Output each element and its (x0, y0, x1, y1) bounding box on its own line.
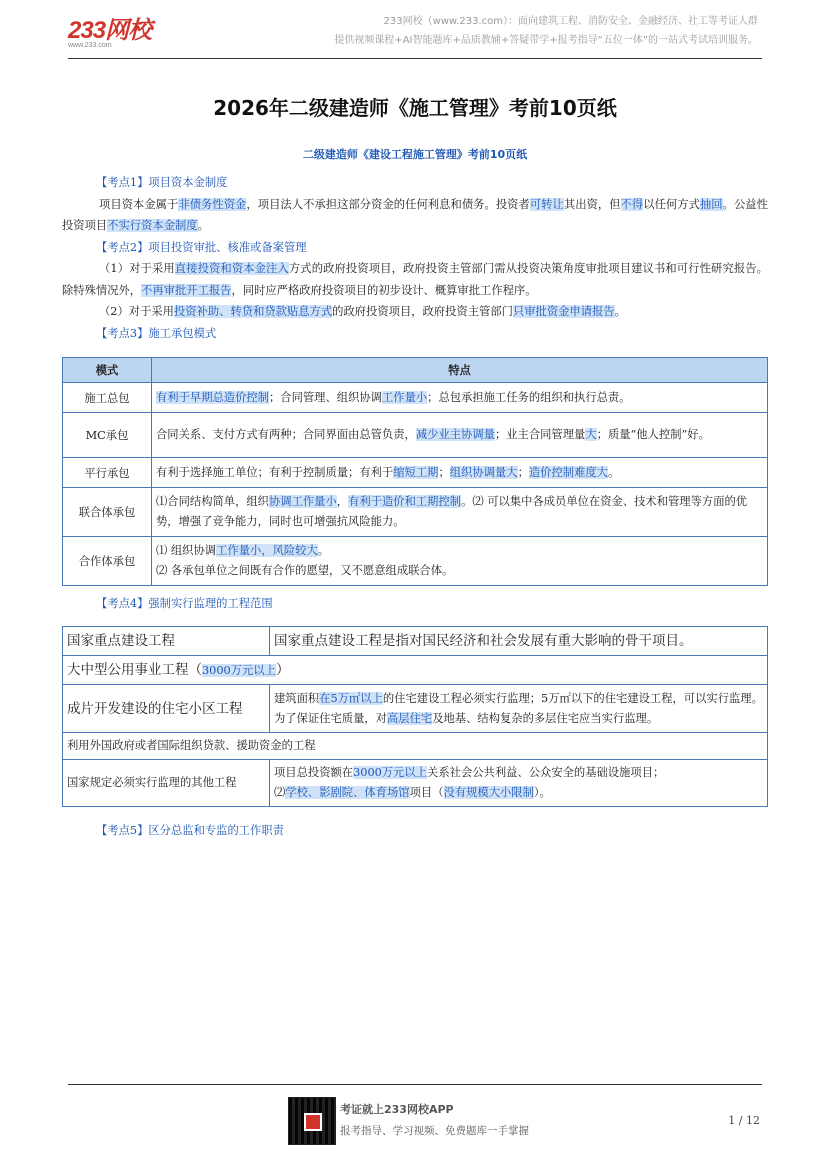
footer-sub-text: 报考指导、学习视频、免费题库一手掌握 (340, 1125, 529, 1137)
k3-heading: 【考点3】施工承包模式 (96, 326, 217, 340)
mode-cell: 平行承包 (63, 458, 152, 488)
text: 。 (614, 305, 626, 318)
scope-cell: 成片开发建设的住宅小区工程 (63, 685, 270, 733)
scope-cell: 国家重点建设工程 (63, 627, 270, 656)
table-row (63, 733, 768, 760)
text: 建筑面积 (274, 691, 320, 705)
footer-divider (68, 1084, 762, 1085)
feature-cell (152, 537, 768, 586)
text: 。 (607, 465, 620, 479)
header-intro (334, 12, 758, 50)
text: ；业主合同管理量 (494, 428, 586, 441)
text: 大中型公用事业工程（ (67, 661, 202, 678)
text: ）。 (533, 786, 551, 799)
k4-heading: 【考点4】强制实行监理的工程范围 (96, 597, 273, 610)
table-row (63, 537, 768, 586)
highlight: 造价控制难度大 (528, 465, 608, 479)
feature-cell (152, 383, 768, 413)
highlight: 不再审批开工报告 (141, 283, 232, 297)
highlight: 协调工作量小 (268, 495, 337, 508)
scope-cell: 利用外国政府或者国际组织贷款、援助资金的工程 (63, 733, 768, 760)
k2-heading: 【考点2】项目投资审批、核准或备案管理 (96, 240, 307, 254)
text: （2）对于采用 (99, 305, 174, 318)
highlight: 有利于早期总造价控制 (156, 390, 269, 404)
highlight: 在5万㎡以上 (319, 691, 383, 705)
site-logo (68, 10, 151, 49)
highlight: 抽回 (699, 197, 723, 211)
text: ； (438, 465, 450, 479)
logo-url: www.233.com (68, 42, 112, 49)
page-number: 1 / 12 (728, 1114, 760, 1127)
highlight: 缩短工期 (393, 465, 439, 479)
contract-mode-table (62, 357, 768, 586)
highlight: 减少业主协调量 (415, 428, 495, 441)
text: 。 (317, 544, 330, 557)
highlight: 可转让 (529, 197, 564, 211)
footer-app-text: 考证就上233网校APP (340, 1103, 454, 1116)
scope-cell: 国家规定必须实行监理的其他工程 (63, 760, 270, 807)
text: ⑵ 各承包单位之间既有合作的愿望，又不愿意组成联合体。 (156, 564, 454, 577)
header-divider (68, 58, 762, 59)
text: 项目（ (409, 786, 444, 799)
text: 关系社会公共利益、公众安全的基础设施项目； (427, 766, 665, 779)
column-header-mode: 模式 (63, 358, 152, 383)
table-row (63, 458, 768, 488)
section-k5 (62, 820, 768, 842)
highlight: 投资补助、转贷和贷款贴息方式 (173, 305, 333, 318)
table-row (63, 656, 768, 685)
highlight: 直接投资和资本金注入 (174, 262, 289, 275)
text: 的住宅建设工程必须实行监理；5万㎡以下的住宅建设工程，可以实行监理。为了保证住宅质量，对 (274, 691, 763, 725)
section-k1-k3 (62, 172, 768, 344)
text: 有利于选择施工单位；有利于控制质量；有利于 (156, 465, 394, 479)
scope-desc-cell (270, 760, 768, 807)
table-row (63, 760, 768, 807)
table-row (63, 383, 768, 413)
highlight: 高层住宅 (386, 711, 433, 725)
table-row (63, 413, 768, 458)
mode-cell: 施工总包 (63, 383, 152, 413)
text: ⑴ 组织协调 (156, 544, 217, 557)
highlight: 大 (585, 428, 597, 441)
text: 以任何方式 (643, 197, 700, 211)
text: ， (336, 495, 349, 508)
scope-desc-cell (270, 685, 768, 733)
text: （1）对于采用 (99, 262, 175, 275)
mode-cell: 联合体承包 (63, 488, 152, 537)
text: ⑵ (274, 786, 286, 799)
page-title: 2026年二级建造师《施工管理》考前10页纸 (213, 96, 617, 120)
highlight: 非债务性资金 (178, 197, 247, 211)
highlight: 没有规模大小限制 (443, 786, 534, 799)
feature-cell (152, 413, 768, 458)
table-row (63, 488, 768, 537)
highlight: 不实行资本金制度 (107, 219, 198, 232)
page-subtitle: 二级建造师《建设工程施工管理》考前10页纸 (302, 148, 528, 161)
highlight: 学校、影剧院、体育场馆 (285, 786, 410, 799)
logo-text: 233网校 (68, 17, 152, 44)
text: 的政府投资项目，政府投资主管部门 (332, 305, 513, 318)
text: ；合同管理、组织协调 (268, 390, 382, 404)
text: 合同关系、支付方式有两种；合同界面由总管负责， (156, 428, 416, 441)
qr-logo (304, 1113, 322, 1131)
highlight: 工作量小 (381, 390, 428, 404)
scope-desc-cell: 国家重点建设工程是指对国民经济和社会发展有重大影响的骨干项目。 (270, 627, 768, 656)
table-header-row (63, 358, 768, 383)
highlight: 3000万元以上 (202, 663, 276, 677)
highlight: 有利于造价和工期控制 (348, 495, 462, 508)
k1-paragraph (62, 194, 768, 237)
text: 项目资本金属于 (99, 197, 179, 211)
highlight: 只审批资金申请报告 (512, 305, 615, 318)
text: 项目总投资额在 (274, 766, 354, 779)
text: 其出资，但 (563, 197, 621, 211)
text: ； (517, 465, 529, 479)
text: 。⑵ 可以集中各成员单位在资金、技术和管理等方面的优势，增强了竞争能力，同时也可增强抗风险能力。 (156, 495, 748, 528)
header-line-2: 提供视频课程+AI智能题库+品质教辅+答疑带学+报考指导“五位一体”的一站式考试培训服务。 (334, 35, 758, 46)
highlight: 不得 (620, 197, 644, 211)
text: ） (275, 661, 290, 678)
feature-cell (152, 488, 768, 537)
highlight: 3000万元以上 (353, 766, 428, 779)
mode-cell: 合作体承包 (63, 537, 152, 586)
highlight: 工作量小，风险较大 (216, 544, 318, 557)
k1-heading: 【考点1】项目资本金制度 (96, 176, 228, 189)
text: 方式的政府投资项目，政府投资主管部门需从投资决策角度审批项目建议书和可行性研究报告。除特殊情况外， (62, 262, 768, 297)
feature-cell (152, 458, 768, 488)
text: 及地基、结构复杂的多层住宅应当实行监理。 (432, 711, 659, 725)
text: 。 (197, 219, 209, 232)
mode-cell: MC承包 (63, 413, 152, 458)
k5-heading: 【考点5】区分总监和专监的工作职责 (96, 824, 284, 837)
text: ，项目法人不承担这部分资金的任何利息和债务。投资者 (246, 197, 530, 211)
table-row (63, 627, 768, 656)
supervision-scope-table (62, 626, 768, 807)
scope-cell (63, 656, 768, 685)
k2-paragraph-2 (62, 301, 768, 323)
text: ；总包承担施工任务的组织和执行总责。 (427, 390, 631, 404)
table-row (63, 685, 768, 733)
text: ⑴合同结构简单，组织 (156, 495, 269, 508)
text: 。公益性投资项目 (62, 197, 768, 232)
text: ，同时应严格政府投资项目的初步设计、概算审批工作程序。 (231, 283, 537, 297)
column-header-features: 特点 (152, 358, 768, 383)
section-k4-heading-block (62, 593, 768, 615)
text: ；质量“他人控制”好。 (596, 428, 710, 441)
header-line-1: 233网校（www.233.com）：面向建筑工程、消防安全、金融经济、社工等考证人群 (383, 16, 758, 27)
highlight: 组织协调量大 (449, 465, 518, 479)
qr-code-icon[interactable] (288, 1097, 336, 1145)
k2-paragraph-1 (62, 258, 768, 301)
